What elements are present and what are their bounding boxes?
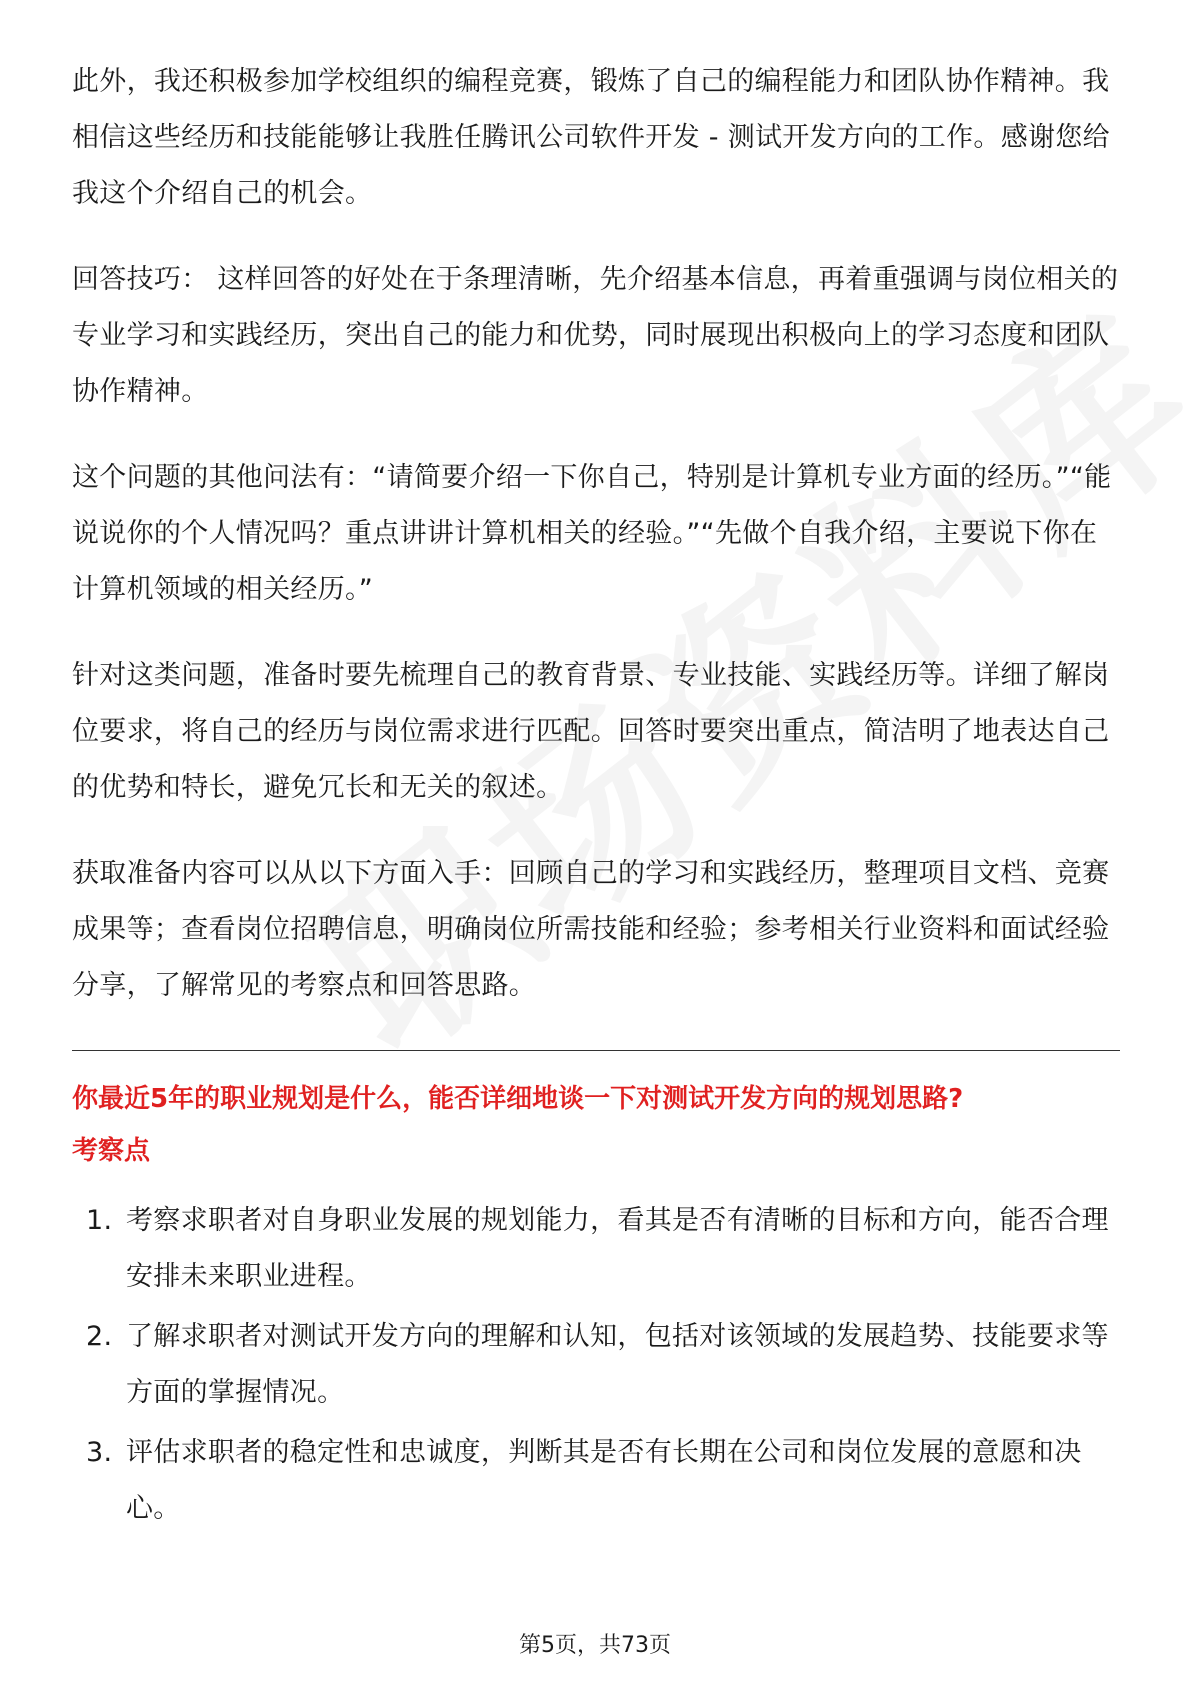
list-item-number: 1. [86,1205,113,1236]
list-item-text: 评估求职者的稳定性和忠诚度，判断其是否有长期在公司和岗位发展的意愿和决心。 [126,1437,1082,1524]
paragraph-answer-tips: 回答技巧： 这样回答的好处在于条理清晰，先介绍基本信息，再着重强调与岗位相关的专业学习和实践经历，突出自己的能力和优势，同时展现出积极向上的学习态度和团队协作精神。 [72,264,1119,407]
list-item-number: 2. [86,1321,113,1352]
question-title: 你最近5年的职业规划是什么，能否详细地谈一下对测试开发方向的规划思路? [72,1084,964,1114]
list-item-text: 了解求职者对测试开发方向的理解和认知，包括对该领域的发展趋势、技能要求等方面的掌握情况。 [126,1321,1109,1408]
section-divider [72,1050,1120,1051]
list-item [72,1193,1120,1305]
page-footer: 第5页，共73页 [519,1633,671,1658]
paragraph-alternative-questions: 这个问题的其他问法有：“请简要介绍一下你自己，特别是计算机专业方面的经历。”“能说说你的个人情况吗？重点讲讲计算机相关的经验。”“先做个自我介绍，主要说下你在计算机领域的相关经历。” [72,462,1112,605]
list-item [72,1309,1120,1421]
paragraph-preparation: 针对这类问题，准备时要先梳理自己的教育背景、专业技能、实践经历等。详细了解岗位要求，将自己的经历与岗位需求进行匹配。回答时要突出重点，简洁明了地表达自己的优势和特长，避免冗长和无关的叙述。 [72,660,1110,803]
assessment-points-list [72,1193,1120,1537]
document-body [72,54,1120,1541]
paragraph-closing: 此外，我还积极参加学校组织的编程竞赛，锻炼了自己的编程能力和团队协作精神。我相信这些经历和技能能够让我胜任腾讯公司软件开发 - 测试开发方向的工作。感谢您给我这个介绍自己的机会。 [72,66,1110,209]
list-item-text: 考察求职者对自身职业发展的规划能力，看其是否有清晰的目标和方向，能否合理安排未来职业进程。 [126,1205,1109,1292]
question-subtitle: 考察点 [72,1136,151,1166]
list-item-number: 3. [86,1437,113,1468]
paragraph-sources: 获取准备内容可以从以下方面入手：回顾自己的学习和实践经历，整理项目文档、竞赛成果等；查看岗位招聘信息，明确岗位所需技能和经验；参考相关行业资料和面试经验分享，了解常见的考察点和回答思路。 [72,858,1110,1001]
list-item [72,1425,1120,1537]
